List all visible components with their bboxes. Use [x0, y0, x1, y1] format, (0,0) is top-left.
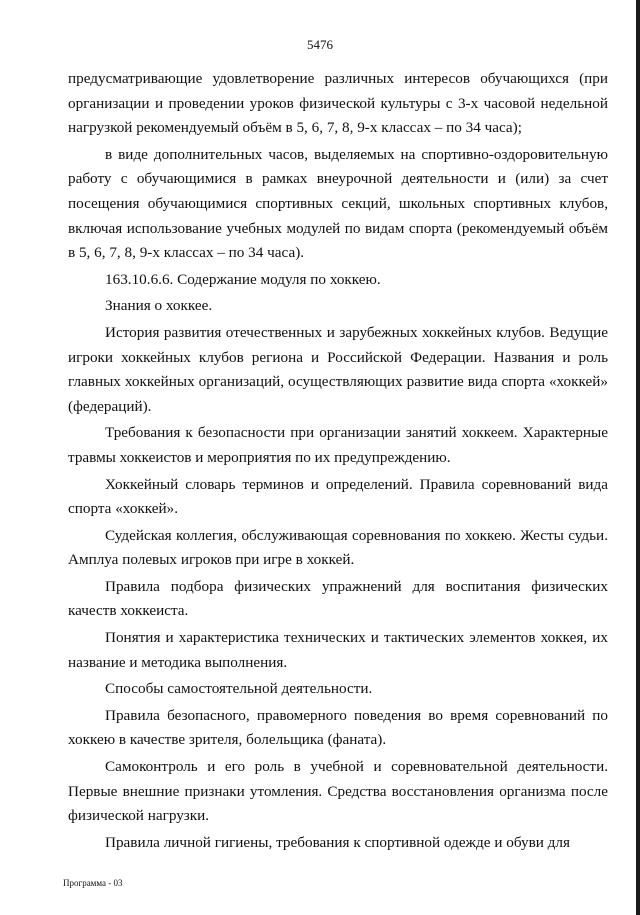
- paragraph: Требования к безопасности при организации занятий хоккеем. Характерные травмы хоккеистов и мероприятия по их предупреждению.: [68, 424, 608, 466]
- paragraph: Самоконтроль и его роль в учебной и соревновательной деятельности. Первые внешние признаки утомления. Средства восстановления организма после физической нагрузки.: [68, 758, 608, 825]
- paragraph: Правила безопасного, правомерного поведения во время соревнований по хоккею в качестве зрителя, болельщика (фаната).: [68, 706, 608, 749]
- paragraph: предусматривающие удовлетворение различных интересов обучающихся (при организации и проведении уроков физической культуры с 3-х часовой недельной нагрузкой рекомендуемый объём в 5, 6, 7, 8, 9-х классах – по 34 часа);: [68, 70, 608, 137]
- subsection-heading: Знания о хоккее.: [105, 297, 213, 315]
- paragraph: Понятия и характеристика технических и тактических элементов хоккея, их название и методика выполнения.: [68, 629, 608, 671]
- paragraph: Правила личной гигиены, требования к спортивной одежде и обуви для: [105, 833, 570, 851]
- document-body: [68, 67, 608, 855]
- subsection-heading: Способы самостоятельной деятельности.: [105, 680, 373, 698]
- paragraph: в виде дополнительных часов, выделяемых на спортивно-оздоровительную работу с обучающимися в рамках внеурочной деятельности и (или) за счет посещения обучающимися спортивных секций, школьных спортивных клубов, включая использование учебных модулей по видам спорта (рекомендуемый объём в 5, 6, 7, 8, 9-х классах – по 34 часа).: [68, 145, 608, 262]
- page-number: 5476: [307, 37, 333, 52]
- paragraph: Правила подбора физических упражнений для воспитания физических качеств хоккеиста.: [68, 577, 608, 620]
- section-heading: 163.10.6.6. Содержание модуля по хоккею.: [105, 270, 381, 288]
- paragraph: Хоккейный словарь терминов и определений. Правила соревнований вида спорта «хоккей».: [68, 475, 608, 518]
- paragraph: История развития отечественных и зарубежных хоккейных клубов. Ведущие игроки хоккейных клубов региона и Российской Федерации. Названия и роль главных хоккейных организаций, осуществляющих развитие вида спорта «хоккей» (федераций).: [68, 323, 608, 415]
- paragraph: Судейская коллегия, обслуживающая соревнования по хоккею. Жесты судьи. Амплуа полевых игроков при игре в хоккей.: [68, 526, 608, 569]
- footer-label: Программа - 03: [63, 878, 123, 888]
